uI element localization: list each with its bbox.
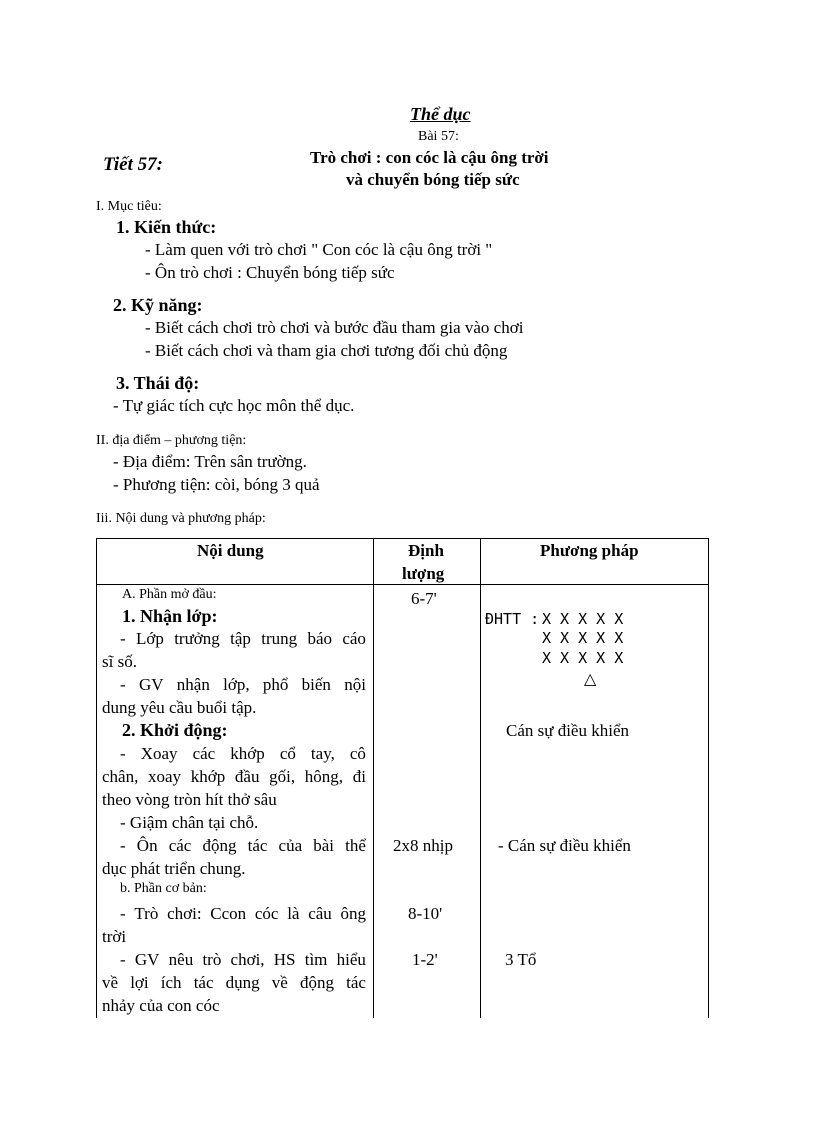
skills-heading: 2. Kỹ năng:: [113, 295, 203, 315]
content-line: - Xoay các khớp cổ tay, cô: [120, 744, 366, 763]
method-note: 3 Tổ: [505, 950, 537, 969]
attitude-heading: 3. Thái độ:: [116, 373, 200, 393]
lesson-plan-table: [96, 538, 709, 1018]
method-note: - Cán sự điều khiển: [498, 836, 631, 855]
section2-item: - Địa điểm: Trên sân trường.: [113, 452, 307, 471]
part-a-heading: A. Phần mở đầu:: [122, 587, 217, 602]
lesson-number: Bài 57:: [418, 129, 459, 144]
content-line: dục phát triển chung.: [102, 859, 246, 878]
formation-label: ĐHTT :: [485, 610, 540, 628]
content-line: trời: [102, 927, 127, 946]
content-line: - GV nêu trò chơi, HS tìm hiểu: [120, 950, 366, 969]
content-line: - Trò chơi: Ccon cóc là câu ông: [120, 904, 366, 923]
content-line: sĩ số.: [102, 652, 137, 671]
content-line: - GV nhận lớp, phổ biến nội: [120, 675, 366, 694]
formation-row: X X X X X: [542, 629, 624, 647]
table-border: [96, 538, 709, 539]
quantity-value: 8-10': [408, 904, 443, 923]
table-border: [708, 538, 709, 1018]
content-line: chân, xoay khớp đầu gối, hông, đi: [102, 767, 366, 786]
content-line: - Giậm chân tại chỗ.: [120, 813, 259, 832]
lesson-title-line2: và chuyển bóng tiếp sức: [346, 170, 520, 189]
quantity-value: 1-2': [412, 950, 438, 969]
knowledge-item: - Làm quen với trò chơi " Con cóc là cậu ông trời ": [145, 240, 493, 259]
subject-title: Thể dục: [410, 104, 471, 124]
attitude-item: - Tự giác tích cực học môn thể dục.: [113, 396, 355, 415]
period-label: Tiết 57:: [103, 154, 163, 175]
section3-heading: Iii. Nội dung và phương pháp:: [96, 511, 266, 526]
quantity-value: 2x8 nhịp: [393, 836, 453, 855]
header-quantity: lượng: [402, 564, 445, 583]
skills-item: - Biết cách chơi trò chơi và bước đầu tham gia vào chơi: [145, 318, 524, 337]
content-line: - Lớp trưởng tập trung báo cáo: [120, 629, 366, 648]
table-border: [96, 538, 97, 1018]
teacher-triangle-icon: △: [584, 671, 597, 688]
header-content: Nội dung: [197, 541, 264, 560]
content-line: về lợi ích tác dụng về động tác: [102, 973, 366, 992]
content-line: theo vòng tròn hít thở sâu: [102, 790, 277, 809]
knowledge-heading: 1. Kiến thức:: [116, 217, 217, 237]
header-quantity: Định: [408, 541, 444, 560]
n1-heading: 1. Nhận lớp:: [122, 606, 218, 626]
formation-row: X X X X X: [542, 610, 624, 628]
skills-item: - Biết cách chơi và tham gia chơi tương đối chủ động: [145, 341, 508, 360]
formation-row: X X X X X: [542, 649, 624, 667]
section1-heading: I. Mục tiêu:: [96, 199, 162, 214]
quantity-value: 6-7': [411, 589, 437, 608]
knowledge-item: - Ôn trò chơi : Chuyển bóng tiếp sức: [145, 263, 395, 282]
content-line: - Ôn các động tác của bài thể: [120, 836, 366, 855]
content-line: nhảy của con cóc: [102, 996, 220, 1015]
table-divider: [373, 538, 374, 1018]
header-method: Phương pháp: [540, 541, 639, 560]
content-line: dung yêu cầu buổi tập.: [102, 698, 257, 717]
section2-heading: II. địa điểm – phương tiện:: [96, 433, 247, 448]
lesson-title-line1: Trò chơi : con cóc là cậu ông trời: [310, 148, 549, 167]
method-note: Cán sự điều khiển: [506, 721, 630, 740]
table-divider: [480, 538, 481, 1018]
n2-heading: 2. Khởi động:: [122, 720, 228, 740]
table-header-divider: [96, 584, 709, 585]
part-b-heading: b. Phần cơ bản:: [120, 881, 207, 896]
section2-item: - Phương tiện: còi, bóng 3 quả: [113, 475, 320, 494]
